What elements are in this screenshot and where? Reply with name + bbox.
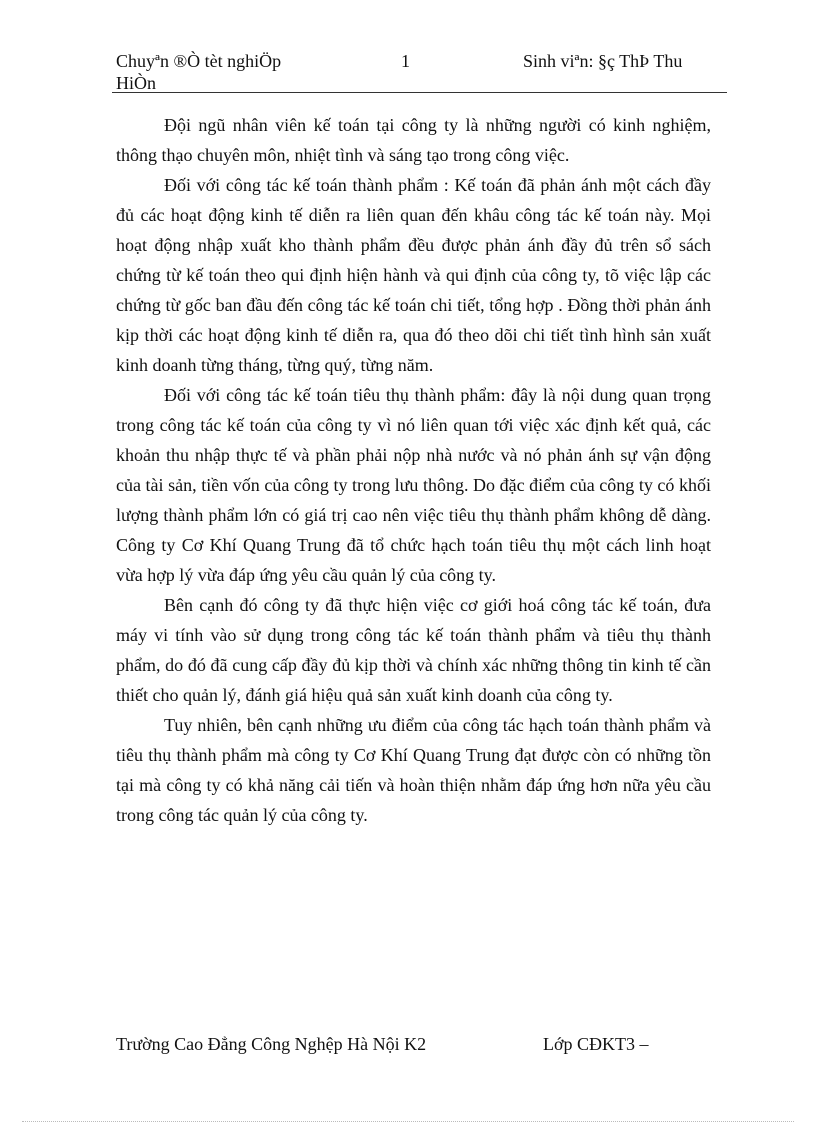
header-divider bbox=[112, 92, 727, 93]
paragraph-computerization: Bên cạnh đó công ty đã thực hiện việc cơ giới hoá công tác kế toán, đưa máy vi tính vào sử dụng trong công tác kế toán thành phẩm và tiêu thụ thành phẩm, do đó đã cung cấp đầy đủ kịp thời và chính xác những thông tin kinh tế cần thiết cho quản lý, đánh giá hiệu quả sản xuất kinh doanh của công ty. bbox=[116, 595, 711, 705]
footer-school: Trường Cao Đẳng Công Nghệp Hà Nội K2 bbox=[116, 1034, 427, 1054]
paragraph-sales: Đối với công tác kế toán tiêu thụ thành phẩm: đây là nội dung quan trọng trong công tác kế toán của công ty vì nó liên quan tới việc xác định kết quả, các khoản thu nhập thực tế và phần phải nộp nhà nước và nó phản ánh sự vận động của tài sản, tiền vốn của công ty trong lưu thông. Do đặc điểm của công ty có khối lượng thành phẩm lớn có giá trị cao nên việc tiêu thụ thành phẩm không dễ dàng. Công ty Cơ Khí Quang Trung đã tổ chức hạch toán tiêu thụ một cách linh hoạt vừa hợp lý vừa đáp ứng yêu cầu quản lý của công ty. bbox=[116, 385, 711, 585]
header-title: Chuyªn ®Ò tèt nghiÖp HiÒn bbox=[116, 51, 282, 93]
header-page-number: 1 bbox=[401, 51, 410, 71]
footer-class: Lớp CĐKT3 – bbox=[543, 1034, 649, 1054]
page-header bbox=[116, 50, 728, 94]
paragraph-staff: Đội ngũ nhân viên kế toán tại công ty là những người có kinh nghiệm, thông thạo chuyên môn, nhiệt tình và sáng tạo trong công việc. bbox=[116, 115, 711, 165]
body-text bbox=[116, 110, 711, 830]
paragraph-limitations: Tuy nhiên, bên cạnh những ưu điểm của công tác hạch toán thành phẩm và tiêu thụ thành phẩm mà công ty Cơ Khí Quang Trung đạt được còn có những tồn tại mà công ty có khả năng cải tiến và hoàn thiện nhằm đáp ứng hơn nữa yêu cầu trong công tác quản lý của công ty. bbox=[116, 715, 711, 825]
page-bottom-border bbox=[22, 1121, 794, 1122]
paragraph-finished-goods: Đối với công tác kế toán thành phẩm : Kế toán đã phản ánh một cách đầy đủ các hoạt động kinh tế diễn ra liên quan đến khâu công tác kế toán này. Mọi hoạt động nhập xuất kho thành phẩm đều được phản ánh đầy đủ trên sổ sách chứng từ kế toán theo qui định hiện hành và qui định của công ty, tõ việc lập các chứng từ gốc ban đầu đến công tác kế toán chi tiết, tổng hợp . Đồng thời phản ánh kịp thời các hoạt động kinh tế diễn ra, qua đó theo dõi chi tiết tình hình sản xuất kinh doanh từng tháng, từng quý, từng năm. bbox=[116, 175, 711, 375]
header-student: Sinh viªn: §ç ThÞ Thu bbox=[523, 51, 683, 71]
page-footer bbox=[116, 1033, 676, 1077]
